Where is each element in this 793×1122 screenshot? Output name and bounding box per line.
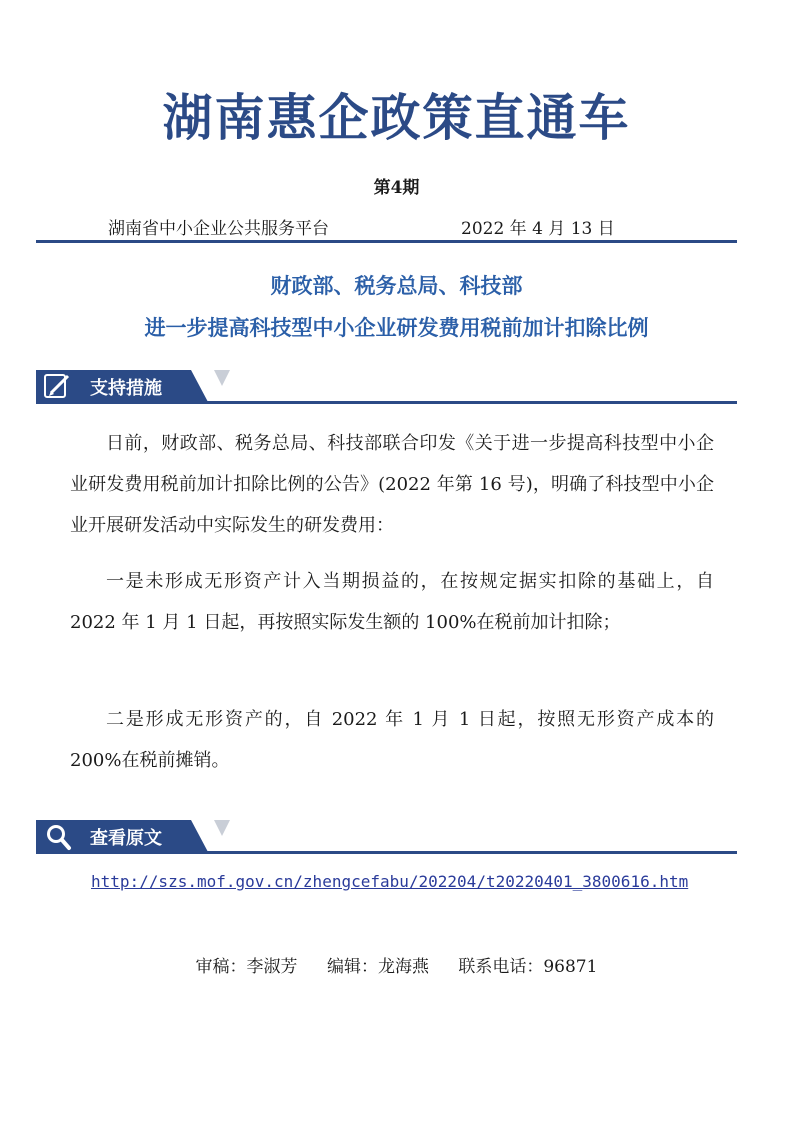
section-original-bar <box>36 820 737 854</box>
issue-number: 第4期 <box>373 178 420 198</box>
body-paragraph-1: 日前，财政部、税务总局、科技部联合印发《关于进一步提高科技型中小企业研发费用税前加计扣除比例的公告》(2022 年第 16 号)，明确了科技型中小企业开展研发活动中实际发生的研发费用： <box>70 433 714 536</box>
body-paragraph-3: 二是形成无形资产的，自 2022 年 1 月 1 日起，按照无形资产成本的 200%在税前摊销。 <box>70 709 714 771</box>
publish-date: 2022 年 4 月 13 日 <box>461 219 615 239</box>
section-decoration <box>214 820 230 836</box>
section-support-label: 支持措施 <box>90 378 162 399</box>
page-title: 湖南惠企政策直通车 <box>162 89 631 147</box>
contact-phone: 联系电话：96871 <box>458 957 598 977</box>
source-link[interactable]: http://szs.mof.gov.cn/zhengcefabu/202204/t20220401_3800616.htm <box>91 872 689 891</box>
editor: 编辑：龙海燕 <box>326 957 429 977</box>
reviewer: 审稿：李淑芳 <box>195 957 298 977</box>
section-original-label: 查看原文 <box>90 828 162 849</box>
footer-credits <box>0 952 793 977</box>
section-support-bar <box>36 370 737 404</box>
publisher: 湖南省中小企业公共服务平台 <box>108 219 329 239</box>
section-decoration <box>214 370 230 386</box>
headline-line-1: 财政部、税务总局、科技部 <box>270 274 523 298</box>
body-paragraph-2: 一是未形成无形资产计入当期损益的，在按规定据实扣除的基础上，自 2022 年 1 月 1 日起，再按照实际发生额的 100%在税前加计扣除； <box>70 571 714 633</box>
section-underline <box>36 401 737 404</box>
header-divider <box>36 240 737 243</box>
section-underline <box>36 851 737 854</box>
headline-line-2: 进一步提高科技型中小企业研发费用税前加计扣除比例 <box>144 316 649 340</box>
magnifier-icon <box>42 821 72 851</box>
pencil-icon <box>42 371 72 401</box>
